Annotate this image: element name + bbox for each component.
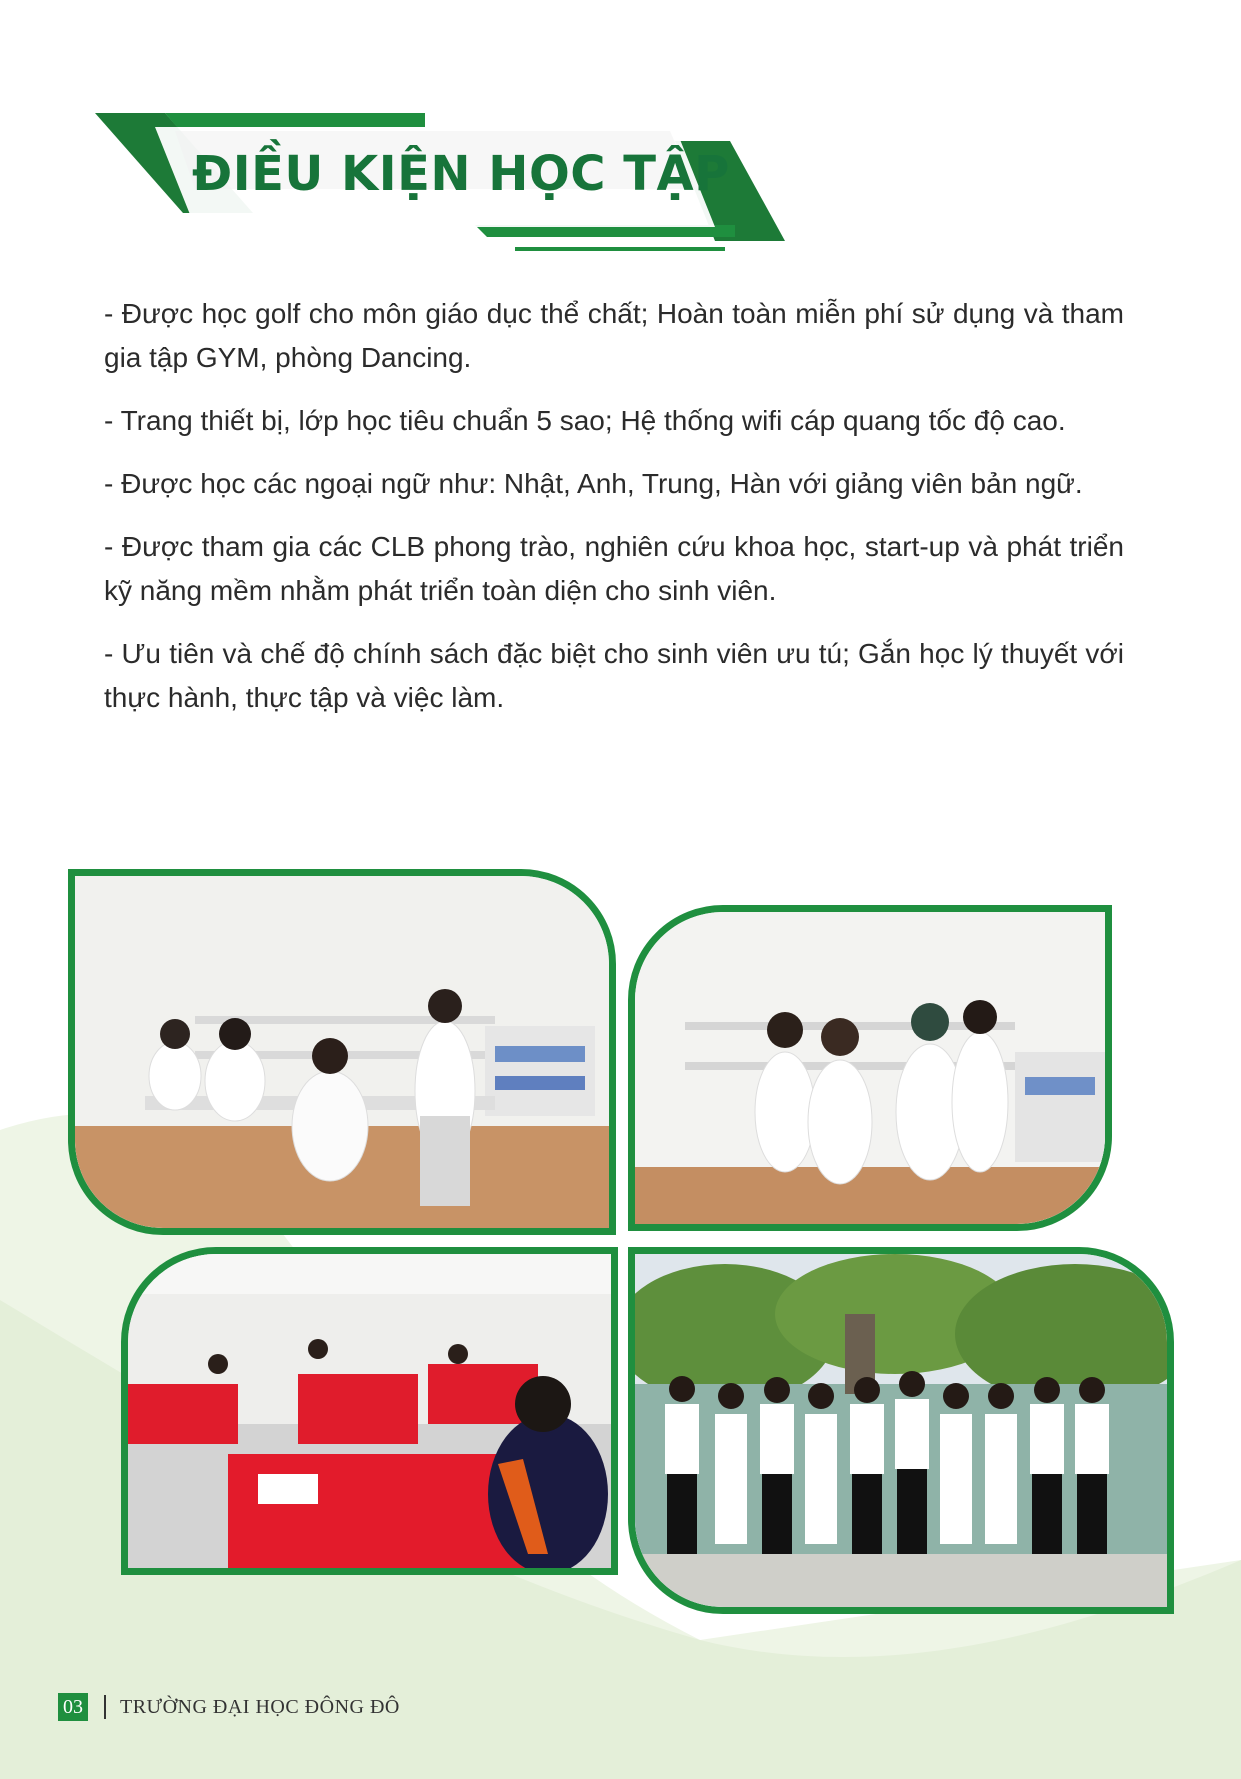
school-name: TRƯỜNG ĐẠI HỌC ĐÔNG ĐÔ xyxy=(120,1695,400,1718)
condition-paragraph: - Trang thiết bị, lớp học tiêu chuẩn 5 sao; Hệ thống wifi cáp quang tốc độ cao. xyxy=(104,405,1066,436)
condition-paragraph: - Ưu tiên và chế độ chính sách đặc biệt cho sinh viên ưu tú; Gắn học lý thuyết với thực hành, thực tập và việc làm. xyxy=(104,638,1124,713)
condition-paragraph: - Được học golf cho môn giáo dục thể chất; Hoàn toàn miễn phí sử dụng và tham gia tập GYM, phòng Dancing. xyxy=(104,298,1124,373)
condition-paragraph: - Được tham gia các CLB phong trào, nghiên cứu khoa học, start-up và phát triển kỹ năng mềm nhằm phát triển toàn diện cho sinh viên. xyxy=(104,531,1124,606)
page-number: 03 xyxy=(58,1693,88,1721)
condition-paragraph: - Được học các ngoại ngữ như: Nhật, Anh, Trung, Hàn với giảng viên bản ngữ. xyxy=(104,468,1083,499)
page-title: ĐIỀU KIỆN HỌC TẬP xyxy=(192,146,730,202)
conditions-list xyxy=(104,292,1124,739)
graduates-photo xyxy=(628,1247,1174,1614)
lab-photo-1 xyxy=(68,869,616,1235)
classroom-photo xyxy=(121,1247,618,1575)
page-footer xyxy=(58,1692,400,1722)
footer-divider xyxy=(104,1695,106,1719)
lab-photo-2 xyxy=(628,905,1112,1231)
